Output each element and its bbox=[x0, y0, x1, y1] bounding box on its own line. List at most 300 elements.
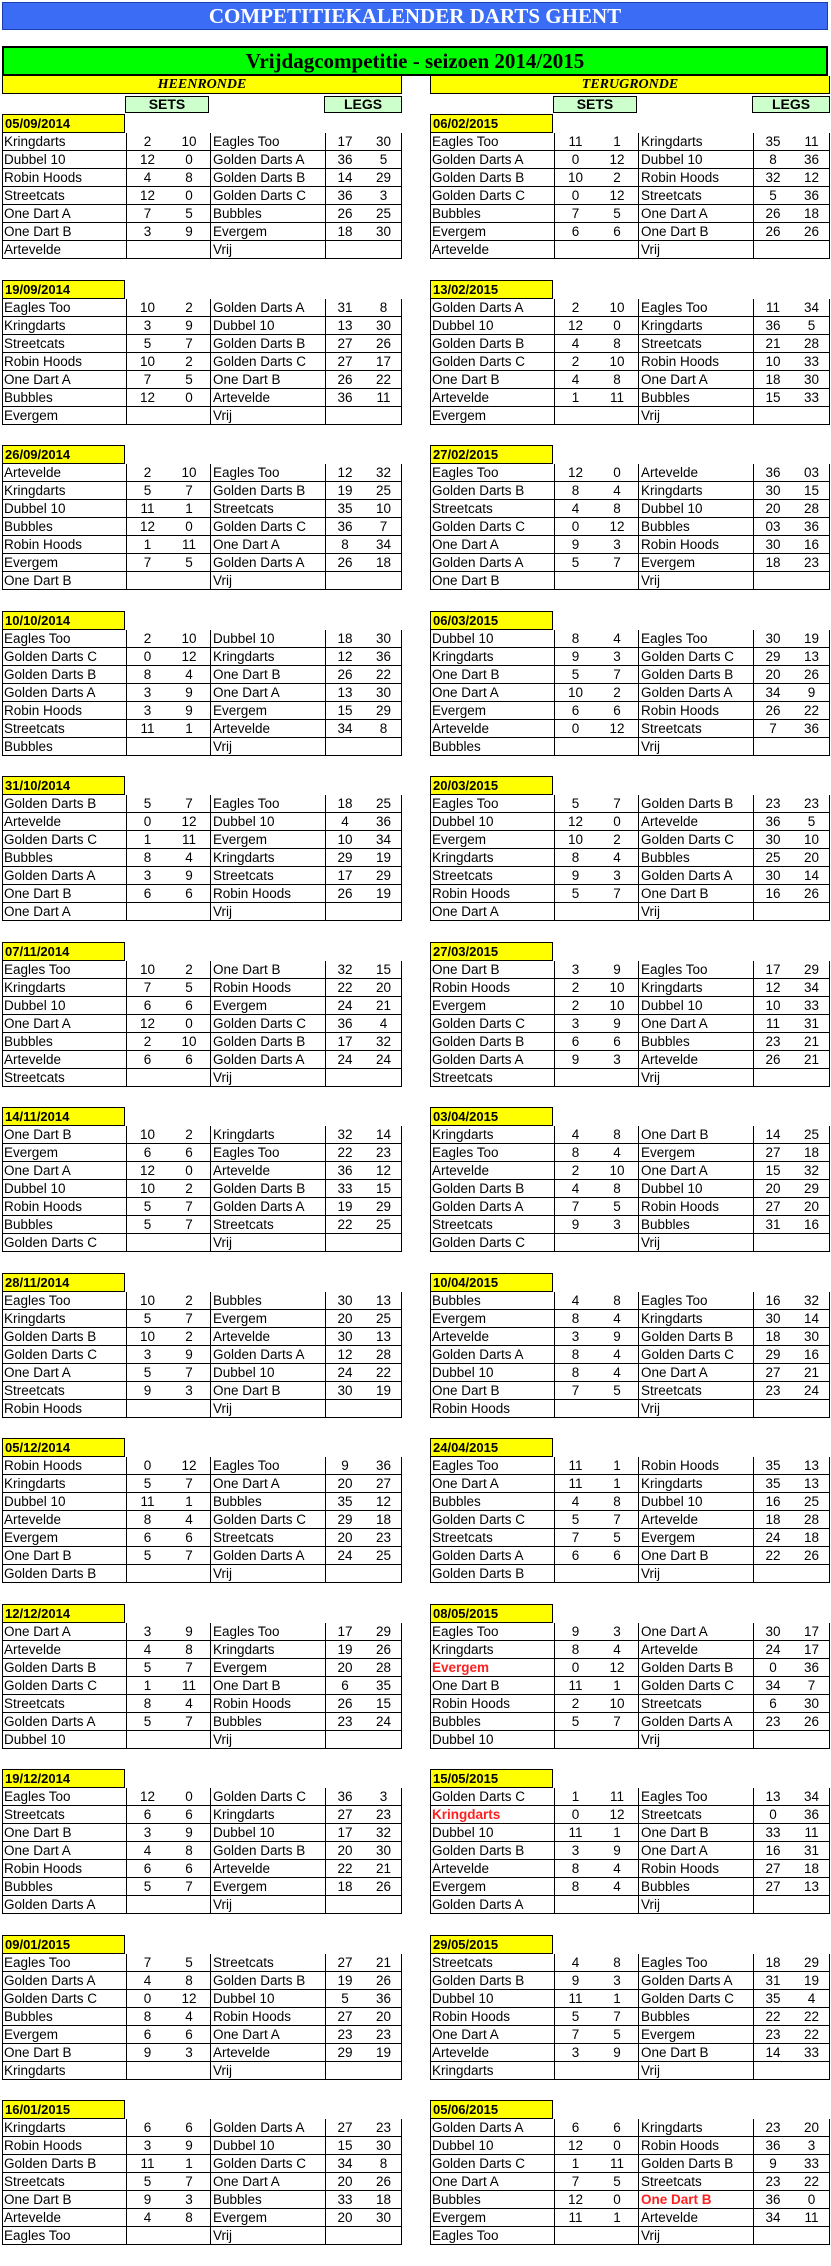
home-team: Eagles Too bbox=[432, 465, 499, 480]
away-team: Golden Darts C bbox=[210, 1511, 325, 1528]
table-row bbox=[430, 1896, 830, 1914]
home-team: Kringdarts bbox=[4, 483, 66, 498]
away-sets: 0 bbox=[185, 389, 193, 405]
home-sets: 0 bbox=[554, 151, 596, 168]
home-sets: 4 bbox=[554, 1493, 596, 1510]
away-sets: 11 bbox=[609, 1789, 624, 1804]
away-team: Bubbles bbox=[638, 389, 753, 406]
away-legs: 0 bbox=[807, 2192, 816, 2207]
table-row bbox=[430, 1659, 830, 1677]
table-row bbox=[430, 795, 830, 813]
home-team: Streetcats bbox=[4, 2174, 65, 2189]
home-legs: 26 bbox=[325, 554, 364, 571]
week-block bbox=[2, 1107, 402, 1273]
week-block bbox=[2, 776, 402, 942]
home-legs: 26 bbox=[325, 371, 364, 388]
home-legs: 5 bbox=[753, 187, 792, 204]
table-row bbox=[2, 1234, 402, 1252]
home-legs: 26 bbox=[753, 702, 792, 719]
home-sets: 5 bbox=[554, 2008, 596, 2025]
away-sets: 9 bbox=[185, 1825, 193, 1840]
away-team: Kringdarts bbox=[210, 1126, 325, 1143]
away-team: Vrij bbox=[638, 1400, 753, 1417]
round-header: TERUGRONDE bbox=[430, 76, 830, 94]
table-row bbox=[2, 572, 402, 590]
home-team: Robin Hoods bbox=[4, 1199, 83, 1214]
away-legs: 5 bbox=[379, 152, 388, 167]
away-sets: 1 bbox=[613, 1458, 621, 1473]
home-sets: 12 bbox=[126, 1162, 168, 1179]
home-sets: 12 bbox=[126, 1015, 168, 1032]
away-legs: 20 bbox=[375, 2008, 392, 2024]
home-team: Golden Darts A bbox=[4, 1897, 96, 1912]
home-legs: 20 bbox=[325, 2173, 364, 2190]
home-sets: 7 bbox=[126, 554, 168, 571]
home-legs: 36 bbox=[753, 2191, 792, 2208]
away-legs: 25 bbox=[375, 483, 392, 498]
home-sets: 6 bbox=[126, 997, 168, 1014]
home-legs: 26 bbox=[325, 205, 364, 222]
home-sets: 2 bbox=[554, 1695, 596, 1712]
away-sets: 3 bbox=[185, 2192, 193, 2207]
home-sets: 2 bbox=[554, 299, 596, 316]
home-legs: 36 bbox=[325, 1162, 364, 1179]
table-row bbox=[430, 407, 830, 425]
home-sets: 11 bbox=[554, 1475, 596, 1492]
away-legs bbox=[364, 241, 403, 258]
away-sets: 4 bbox=[185, 2008, 193, 2024]
away-team: Bubbles bbox=[210, 1713, 325, 1730]
away-sets: 0 bbox=[185, 1015, 193, 1031]
home-legs: 36 bbox=[325, 518, 364, 535]
home-sets: 9 bbox=[554, 1216, 596, 1233]
table-row bbox=[430, 133, 830, 151]
home-sets: 2 bbox=[126, 630, 168, 647]
table-row bbox=[2, 1565, 402, 1583]
away-team: Kringdarts bbox=[638, 1310, 753, 1327]
away-legs: 18 bbox=[375, 2192, 392, 2207]
home-legs: 10 bbox=[325, 831, 364, 848]
away-team: Golden Darts B bbox=[210, 1842, 325, 1859]
away-team: Dubbel 10 bbox=[638, 151, 753, 168]
away-sets: 10 bbox=[609, 997, 625, 1013]
away-team: Vrij bbox=[210, 2227, 325, 2244]
away-legs: 16 bbox=[803, 1217, 820, 1232]
away-legs: 34 bbox=[375, 832, 392, 847]
home-team: Artevelde bbox=[4, 465, 62, 480]
away-sets: 9 bbox=[185, 1623, 193, 1639]
table-row bbox=[2, 885, 402, 903]
date-row bbox=[430, 1273, 830, 1292]
home-legs: 35 bbox=[325, 1493, 364, 1510]
home-sets: 9 bbox=[554, 536, 596, 553]
away-team: One Dart A bbox=[210, 2026, 325, 2043]
home-team: Eagles Too bbox=[432, 1623, 499, 1639]
table-row bbox=[430, 572, 830, 590]
home-sets: 0 bbox=[554, 518, 596, 535]
table-row bbox=[2, 648, 402, 666]
home-legs: 23 bbox=[325, 2026, 364, 2043]
table-row bbox=[430, 997, 830, 1015]
home-legs: 5 bbox=[325, 1990, 364, 2007]
away-legs: 10 bbox=[803, 832, 820, 847]
home-sets bbox=[126, 1400, 168, 1417]
away-sets: 3 bbox=[613, 1623, 621, 1639]
home-team: Golden Darts A bbox=[432, 299, 524, 315]
table-row bbox=[430, 1695, 830, 1713]
away-legs: 18 bbox=[803, 1145, 820, 1160]
date-row bbox=[2, 1935, 402, 1954]
home-sets: 9 bbox=[126, 1382, 168, 1399]
home-sets: 3 bbox=[554, 961, 596, 978]
home-team: Golden Darts A bbox=[4, 1972, 96, 1988]
date-row bbox=[2, 1438, 402, 1457]
away-team: Robin Hoods bbox=[638, 1860, 753, 1877]
table-row bbox=[430, 1860, 830, 1878]
away-legs: 16 bbox=[803, 1346, 820, 1362]
table-row bbox=[2, 205, 402, 223]
table-row bbox=[2, 1547, 402, 1565]
home-sets: 6 bbox=[126, 1529, 168, 1546]
away-legs: 25 bbox=[375, 1310, 392, 1326]
home-sets: 8 bbox=[554, 482, 596, 499]
home-team: Golden Darts B bbox=[432, 1972, 525, 1988]
away-team: Streetcats bbox=[210, 500, 325, 517]
away-sets: 8 bbox=[185, 1843, 193, 1858]
home-sets: 10 bbox=[126, 961, 168, 978]
away-legs: 12 bbox=[803, 170, 820, 185]
table-row bbox=[430, 1198, 830, 1216]
home-team: Evergem bbox=[4, 407, 59, 423]
away-sets: 1 bbox=[613, 134, 621, 149]
table-row bbox=[2, 1511, 402, 1529]
away-legs: 8 bbox=[379, 2156, 388, 2171]
away-team: Dubbel 10 bbox=[638, 500, 753, 517]
home-sets bbox=[126, 738, 168, 755]
home-sets: 0 bbox=[126, 813, 168, 830]
home-legs: 13 bbox=[325, 317, 364, 334]
away-team: Golden Darts C bbox=[638, 648, 753, 665]
home-legs: 34 bbox=[325, 2155, 364, 2172]
home-team: Streetcats bbox=[4, 1382, 65, 1398]
away-team: Kringdarts bbox=[210, 648, 325, 665]
away-legs: 32 bbox=[803, 1292, 820, 1308]
away-legs: 36 bbox=[803, 519, 820, 534]
home-team: Bubbles bbox=[4, 519, 53, 534]
away-legs: 30 bbox=[375, 684, 392, 700]
away-sets: 7 bbox=[185, 1879, 193, 1894]
table-row bbox=[430, 1990, 830, 2008]
week-block bbox=[430, 1107, 830, 1273]
page-title: COMPETITIEKALENDER DARTS GHENT bbox=[2, 2, 828, 30]
away-team: Bubbles bbox=[638, 518, 753, 535]
away-team: Robin Hoods bbox=[638, 169, 753, 186]
table-row bbox=[430, 1051, 830, 1069]
column-header-row bbox=[430, 94, 830, 114]
away-sets: 12 bbox=[609, 1659, 625, 1675]
home-legs: 23 bbox=[753, 1713, 792, 1730]
away-team: Evergem bbox=[210, 1310, 325, 1327]
away-sets: 8 bbox=[613, 1181, 621, 1196]
table-row bbox=[430, 317, 830, 335]
away-legs: 36 bbox=[803, 1659, 820, 1675]
away-team: Robin Hoods bbox=[210, 979, 325, 996]
home-legs: 36 bbox=[753, 317, 792, 334]
home-legs bbox=[325, 1400, 364, 1417]
away-team: Artevelde bbox=[638, 1511, 753, 1528]
away-team: Vrij bbox=[210, 903, 325, 920]
home-sets: 4 bbox=[126, 2209, 168, 2226]
home-legs: 18 bbox=[753, 1328, 792, 1345]
away-team: One Dart A bbox=[210, 536, 325, 553]
table-row bbox=[2, 1292, 402, 1310]
home-legs: 15 bbox=[753, 1162, 792, 1179]
table-row bbox=[430, 1623, 830, 1641]
table-row bbox=[430, 1144, 830, 1162]
home-sets: 3 bbox=[126, 684, 168, 701]
home-team: Eagles Too bbox=[4, 1789, 71, 1804]
away-legs: 20 bbox=[803, 850, 820, 865]
away-legs bbox=[792, 903, 831, 920]
away-sets bbox=[168, 2062, 210, 2079]
home-legs: 18 bbox=[325, 1878, 364, 1895]
home-legs bbox=[753, 1731, 792, 1748]
home-team: Dubbel 10 bbox=[4, 997, 66, 1013]
table-row bbox=[430, 1806, 830, 1824]
home-legs: 20 bbox=[325, 1842, 364, 1859]
home-sets: 0 bbox=[554, 1806, 596, 1823]
table-row bbox=[2, 1878, 402, 1896]
away-legs: 17 bbox=[803, 1641, 820, 1657]
away-legs: 22 bbox=[803, 2174, 820, 2189]
home-legs: 35 bbox=[753, 133, 792, 150]
home-sets: 10 bbox=[126, 1292, 168, 1309]
away-sets: 3 bbox=[613, 537, 621, 552]
away-legs: 23 bbox=[375, 1807, 392, 1822]
date-row bbox=[2, 942, 402, 961]
home-team: Golden Darts A bbox=[432, 1548, 524, 1563]
home-sets bbox=[126, 241, 168, 258]
away-sets bbox=[168, 1069, 210, 1086]
away-legs: 30 bbox=[375, 1843, 392, 1858]
away-legs: 18 bbox=[375, 555, 392, 570]
away-sets bbox=[168, 241, 210, 258]
home-sets: 12 bbox=[126, 151, 168, 168]
home-legs bbox=[325, 1896, 364, 1913]
home-team: Golden Darts C bbox=[432, 1512, 526, 1527]
home-team: Dubbel 10 bbox=[432, 1364, 494, 1380]
table-row bbox=[430, 961, 830, 979]
away-legs: 28 bbox=[803, 1512, 820, 1527]
home-legs: 34 bbox=[753, 684, 792, 701]
away-legs: 26 bbox=[375, 1972, 392, 1988]
away-legs: 21 bbox=[803, 1033, 820, 1049]
away-sets bbox=[168, 738, 210, 755]
away-team: One Dart B bbox=[638, 885, 753, 902]
home-legs: 18 bbox=[325, 223, 364, 240]
home-legs: 0 bbox=[753, 1806, 792, 1823]
home-sets: 4 bbox=[554, 1126, 596, 1143]
away-team: Vrij bbox=[638, 903, 753, 920]
table-row bbox=[2, 335, 402, 353]
home-legs: 9 bbox=[753, 2155, 792, 2172]
away-team: Golden Darts A bbox=[210, 1198, 325, 1215]
home-sets: 11 bbox=[126, 720, 168, 737]
away-legs bbox=[364, 738, 403, 755]
away-legs: 25 bbox=[803, 1127, 820, 1142]
home-legs bbox=[753, 572, 792, 589]
away-sets: 4 bbox=[613, 1310, 621, 1326]
home-legs bbox=[325, 1234, 364, 1251]
table-row bbox=[2, 2119, 402, 2137]
home-team: Evergem bbox=[432, 1879, 487, 1894]
away-sets: 9 bbox=[185, 684, 193, 700]
away-sets: 7 bbox=[185, 2174, 193, 2189]
home-sets: 5 bbox=[126, 1713, 168, 1730]
away-legs bbox=[792, 1731, 831, 1748]
home-legs: 24 bbox=[325, 1051, 364, 1068]
home-team: One Dart A bbox=[432, 684, 499, 700]
table-row bbox=[430, 1457, 830, 1475]
home-team: Robin Hoods bbox=[4, 702, 83, 718]
home-legs: 14 bbox=[325, 169, 364, 186]
table-row bbox=[2, 1659, 402, 1677]
away-team: One Dart A bbox=[638, 1364, 753, 1381]
away-team: Dubbel 10 bbox=[210, 1990, 325, 2007]
home-sets: 1 bbox=[126, 1677, 168, 1694]
away-sets: 6 bbox=[185, 1051, 193, 1067]
home-team: Kringdarts bbox=[4, 134, 66, 149]
table-row bbox=[430, 1310, 830, 1328]
away-sets: 4 bbox=[613, 1145, 621, 1160]
away-sets: 7 bbox=[613, 1713, 621, 1729]
home-legs: 14 bbox=[753, 2044, 792, 2061]
home-team: Evergem bbox=[432, 1659, 490, 1675]
table-row bbox=[430, 1364, 830, 1382]
home-legs: 10 bbox=[753, 997, 792, 1014]
home-sets: 1 bbox=[126, 536, 168, 553]
date-row bbox=[2, 611, 402, 630]
home-sets: 6 bbox=[126, 885, 168, 902]
away-legs: 8 bbox=[379, 299, 388, 315]
home-team: One Dart A bbox=[4, 1015, 71, 1031]
home-sets: 12 bbox=[126, 187, 168, 204]
away-sets: 2 bbox=[185, 961, 193, 977]
home-sets bbox=[554, 1731, 596, 1748]
home-sets: 5 bbox=[126, 795, 168, 812]
home-sets: 6 bbox=[554, 223, 596, 240]
away-team: Artevelde bbox=[638, 1051, 753, 1068]
home-sets: 11 bbox=[554, 2209, 596, 2226]
home-team: Golden Darts C bbox=[4, 1235, 98, 1250]
table-row bbox=[430, 2044, 830, 2062]
home-team: Kringdarts bbox=[4, 1310, 66, 1326]
home-sets: 3 bbox=[126, 317, 168, 334]
table-row bbox=[2, 133, 402, 151]
home-sets: 10 bbox=[554, 169, 596, 186]
away-legs: 13 bbox=[803, 648, 820, 664]
away-sets bbox=[596, 903, 638, 920]
away-legs: 9 bbox=[807, 684, 816, 700]
home-team: Bubbles bbox=[4, 738, 53, 754]
away-team: Golden Darts C bbox=[210, 353, 325, 370]
away-legs: 36 bbox=[375, 648, 392, 664]
home-legs: 16 bbox=[753, 1292, 792, 1309]
table-row bbox=[430, 1511, 830, 1529]
away-legs: 11 bbox=[804, 134, 819, 149]
away-team: Golden Darts A bbox=[638, 867, 753, 884]
away-team: Eagles Too bbox=[210, 133, 325, 150]
away-team: Eagles Too bbox=[210, 1457, 325, 1474]
week-block bbox=[430, 1438, 830, 1604]
away-sets: 4 bbox=[613, 1364, 621, 1380]
table-row bbox=[430, 389, 830, 407]
home-team: Golden Darts B bbox=[432, 1181, 525, 1196]
home-legs: 34 bbox=[753, 2209, 792, 2226]
table-row bbox=[2, 849, 402, 867]
table-row bbox=[2, 554, 402, 572]
week-block bbox=[2, 942, 402, 1108]
away-legs: 26 bbox=[803, 1548, 820, 1563]
home-legs: 23 bbox=[753, 2119, 792, 2136]
home-team: One Dart A bbox=[432, 2026, 499, 2042]
away-legs: 36 bbox=[803, 188, 820, 203]
home-team: Artevelde bbox=[432, 720, 490, 736]
home-team: Evergem bbox=[432, 224, 487, 239]
home-team: Golden Darts C bbox=[432, 1789, 526, 1804]
away-team: Vrij bbox=[210, 241, 325, 258]
away-team: One Dart A bbox=[210, 2173, 325, 2190]
home-team: Eagles Too bbox=[4, 961, 71, 977]
away-legs: 3 bbox=[379, 188, 388, 203]
match-date: 16/01/2015 bbox=[2, 2100, 125, 2119]
away-legs bbox=[364, 1234, 403, 1251]
away-sets: 11 bbox=[609, 2156, 624, 2171]
table-row bbox=[430, 648, 830, 666]
table-row bbox=[430, 1015, 830, 1033]
home-team: One Dart A bbox=[4, 904, 71, 919]
away-legs: 34 bbox=[375, 537, 392, 552]
away-team: Golden Darts A bbox=[210, 1346, 325, 1363]
away-team: Artevelde bbox=[210, 720, 325, 737]
date-row bbox=[2, 280, 402, 299]
home-sets: 2 bbox=[554, 353, 596, 370]
away-team: One Dart A bbox=[638, 1842, 753, 1859]
home-team: Artevelde bbox=[432, 242, 490, 257]
away-sets: 5 bbox=[185, 555, 193, 570]
home-legs: 10 bbox=[753, 353, 792, 370]
home-legs: 29 bbox=[325, 849, 364, 866]
home-team: One Dart B bbox=[432, 1677, 500, 1693]
home-team: Golden Darts C bbox=[4, 1990, 98, 2006]
table-row bbox=[430, 1400, 830, 1418]
table-row bbox=[2, 997, 402, 1015]
home-legs: 23 bbox=[753, 1382, 792, 1399]
table-row bbox=[2, 961, 402, 979]
home-team: Bubbles bbox=[4, 850, 53, 865]
away-legs: 17 bbox=[375, 353, 392, 369]
table-row bbox=[2, 536, 402, 554]
match-date: 24/04/2015 bbox=[430, 1438, 553, 1457]
away-legs bbox=[792, 572, 831, 589]
away-sets: 7 bbox=[185, 1310, 193, 1326]
away-team: Eagles Too bbox=[638, 1788, 753, 1805]
away-team: Streetcats bbox=[210, 1216, 325, 1233]
home-team: One Dart B bbox=[4, 2044, 72, 2060]
table-row bbox=[2, 151, 402, 169]
table-row bbox=[430, 371, 830, 389]
table-row bbox=[2, 1069, 402, 1087]
